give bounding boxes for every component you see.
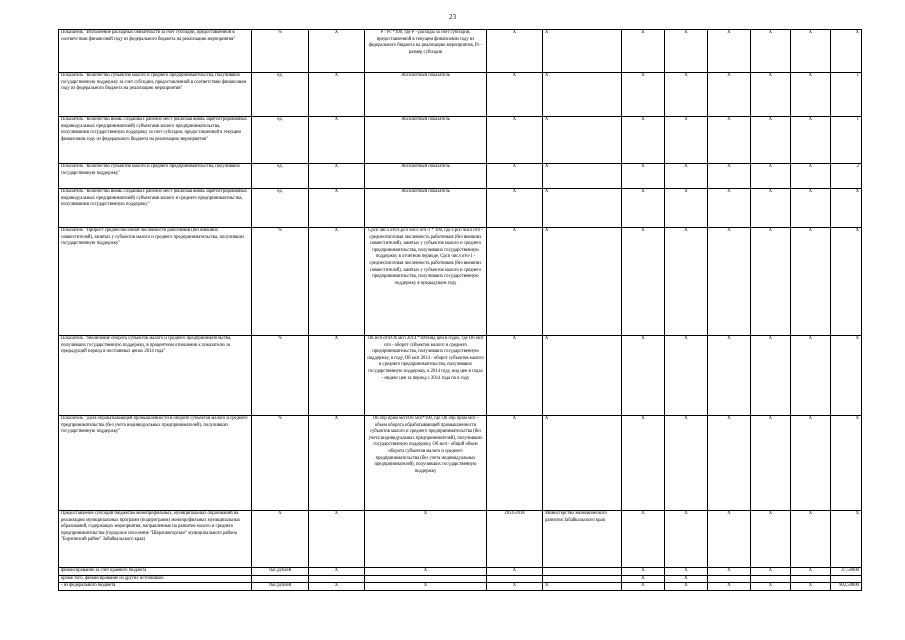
table-cell: X [543,73,622,117]
table-cell: X [487,164,543,189]
table-cell: X [791,228,831,336]
table-cell: X [252,511,309,568]
table-cell: X [622,583,665,591]
table-cell: X [309,30,365,73]
table-cell [708,575,751,583]
table-cell: X [487,336,543,416]
table-cell: X [665,117,708,164]
table-cell: X [791,583,831,591]
table-cell: X [751,164,791,189]
table-cell [365,575,487,583]
table-cell: 1 [831,73,862,117]
table-cell: X [487,228,543,336]
table-cell: X [665,189,708,228]
table-cell: X [487,583,543,591]
table-cell: X [309,189,365,228]
table-row [59,164,862,189]
table-cell: X [791,189,831,228]
table-cell: X [365,511,487,568]
table-cell: X [622,575,665,583]
table-cell: X [708,117,751,164]
table-row [59,189,862,228]
table-cell: X [751,568,791,576]
table-cell: X [309,511,365,568]
table-cell: X [665,30,708,73]
table-cell: X [543,416,622,511]
table-cell: % [252,416,309,511]
table-cell: Абсолютный показатель [365,117,487,164]
table-cell: X [831,416,862,511]
table-row [59,117,862,164]
table-cell: X [831,228,862,336]
table-cell: X [831,336,862,416]
table-cell: Показатель "Исполнение расходных обязательств за счет субсидии, предоставленной в соответствии финансовой году из федерального бюджета на реализацию мероприятия" [59,30,252,73]
table-cell: X [665,575,708,583]
table-cell: X [791,416,831,511]
table-cell: X [543,30,622,73]
table-cell: X [708,73,751,117]
table-cell [252,575,309,583]
table-cell: Показатель "Увеличение оборота субъектов малого и среднего предпринимательства, получивших государственную поддержку, в процентном отношении к показателю за предыдущий период в постоянных ценах 2014 года" [59,336,252,416]
table-cell: X [708,336,751,416]
table-cell: X [487,73,543,117]
table-row [59,416,862,511]
table-cell: 1 [831,117,862,164]
table-cell: ед. [252,189,309,228]
table-cell: тыс.рублей [252,583,309,591]
table-cell: X [708,568,751,576]
table-cell: X [365,583,487,591]
table-cell: X [751,189,791,228]
table-cell: Показатель "Доля обрабатывающей промышленности в обороте субъектов малого и среднего предпринимательства (без учета индивидуальных предпринимателей), получивших государственную поддержку" [59,416,252,511]
table-cell: Показатель "Количество вновь созданных рабочих мест (включая вновь зарегистрированных индивидуальных предпринимателей) субъектами малого и среднего предпринимательства, получившими государственную поддержку" [59,189,252,228]
table-cell: X [365,568,487,576]
table-cell: X [831,511,862,568]
table-cell: Министерство экономического развития Забайкальского края [543,511,622,568]
table-cell: Показатель "Прирост среднесписочной численности работников (без внешних совместителей), занятых у субъектов малого и среднего предпринимательства, получивших государственную поддержку" [59,228,252,336]
table-cell: X [309,583,365,591]
table-cell: X [665,416,708,511]
table-cell: ед. [252,117,309,164]
table-cell: X [309,568,365,576]
table-cell: X [665,73,708,117]
table-cell: X [309,73,365,117]
table-cell: 2 [831,164,862,189]
table-cell [751,575,791,583]
table-cell [309,575,365,583]
table-cell: X [309,117,365,164]
table-cell: X [622,189,665,228]
table-cell: X [791,511,831,568]
table-cell: X [665,228,708,336]
table-cell: X [543,336,622,416]
table-cell [831,575,862,583]
table-body [59,30,862,591]
table-cell: 2014-2018 [487,511,543,568]
table-cell: X [791,73,831,117]
table-cell: X [665,336,708,416]
table-row [59,583,862,591]
table-cell: X [665,511,708,568]
table-cell: Об обр пром мсп/Об мсп*100, где Об обр пром мсп - объем оборота обрабатывающей промышленности субъектов малого и среднего предпринимательства (без учета индивидуальных предпринимателей), получивших государственную поддержку, Об мсп - общий объем оборота субъектов малого и среднего предпринимательства (без учета индивидуальных предпринимателей), получивших государственную поддержку [365,416,487,511]
table-cell: X [751,117,791,164]
program-indicators-table [58,29,862,591]
table-cell [791,575,831,583]
table-row [59,336,862,416]
table-cell: ед. [252,164,309,189]
table-cell: X [622,73,665,117]
table-cell: X [791,30,831,73]
table-cell: % [252,336,309,416]
table-cell: X [791,164,831,189]
table-row [59,228,862,336]
table-cell: финансирование за счет краевого бюджета [59,568,252,576]
table-cell: X [622,164,665,189]
table-cell: X [309,336,365,416]
table-cell: X [543,583,622,591]
table-cell: X [708,416,751,511]
table-cell: X [622,228,665,336]
table-cell: X [309,416,365,511]
table-row [59,568,862,576]
table-cell: X [708,164,751,189]
table-cell: X [751,511,791,568]
table-cell: X [487,189,543,228]
page-number: 23 [449,13,456,21]
table-cell: % [252,30,309,73]
table-cell: X [708,30,751,73]
table-cell: X [751,228,791,336]
table-row [59,73,862,117]
table-cell: X [751,73,791,117]
table-cell: X [791,336,831,416]
table-cell: X [751,416,791,511]
table-row [59,30,862,73]
table-cell: X [487,416,543,511]
table-cell: X [708,583,751,591]
table-cell: X [665,164,708,189]
table-cell: X [309,164,365,189]
table-cell: X [751,336,791,416]
table-cell: X [622,117,665,164]
table-cell: X [622,30,665,73]
table-cell: X [791,568,831,576]
table-cell: Абсолютный показатель [365,73,487,117]
table-cell: X [708,189,751,228]
table-cell: Показатель "Количество субъектов малого и среднего предпринимательства, получивших государственную поддержку за счет субсидии, предоставленной в соответствии финансовом году из федерального бюджета на реализацию мероприятия" [59,73,252,117]
table-cell: Срсп числ отч/Срсп числ отч-1 * 100, где Срсп числ отч - среднесписочная численность работников (без внешних совместителей), занятых у субъектов малого и среднего предпринимательства, получивших государственную поддержку в отчетном периоде, Срсп числ отч-1 - среднесписочная численность работников (без внешних совместителей), занятых у субъектов малого и среднего предпринимательства, получивших государственную поддержку в предыдущем году [365,228,487,336]
table-cell: X [622,511,665,568]
table-cell: X [622,336,665,416]
table-cell: Р / Рс *100, где Р - расходы за счет субсидии, предоставленной в текущем финансовом году из федерального бюджета на реализацию мероприятия, Рс - размер субсидии [365,30,487,73]
table-cell: X [543,189,622,228]
table-cell: 47,50000 [831,568,862,576]
table-cell: X [543,164,622,189]
table-cell: X [622,568,665,576]
table-cell: X [622,416,665,511]
table-cell: X [665,568,708,576]
table-cell: X [543,117,622,164]
table-cell: кроме того, финансирование из других источников: [59,575,252,583]
table-cell: X [487,568,543,576]
table-cell: X [665,583,708,591]
table-cell [487,575,543,583]
table-cell: X [751,583,791,591]
table-cell: X [487,117,543,164]
table-cell: Об мсп отч/Об мсп 2014 *100/инд цен в годах, где Об мсп отч - оборот субъектов малого и среднего предпринимательства, получивших государственную поддержку, в году, Об мсп 2014 - оборот субъектов малого и среднего предпринимательства, получивших государственную поддержку, в 2014 году, инд цен в годах - индекс цен за период с 2014 года по в году [365,336,487,416]
table-cell [543,575,622,583]
table-cell: ед. [252,73,309,117]
table-cell: X [708,511,751,568]
table-cell: X [309,228,365,336]
table-cell: X [751,30,791,73]
table-cell [543,568,622,576]
table-cell: X [831,189,862,228]
table-cell: X [487,30,543,73]
table-cell: Показатель "Количество вновь созданных рабочих мест (включая вновь зарегистрированных индивидуальных предпринимателей) субъектами малого предпринимательства, получившими государственную поддержку за счет субсидии, предоставленной в текущем финансовом году из федерального бюджета на реализацию мероприятия" [59,117,252,164]
table-cell: Предоставление субсидий бюджетам монопрофильных, муниципальных образований на реализацию муниципальных программ (подпрограмм) монопрофильных муниципальных образований, содержащих мероприятия, направленные на развитие малого и среднего предпринимательства (городское поселение "Шерловогорское" муниципального района "Борзинский район" Забайкальского края) [59,511,252,568]
table-cell: % [252,228,309,336]
table-cell: X [791,117,831,164]
table-cell: - из федерального бюджета [59,583,252,591]
table-cell: 902,50000 [831,583,862,591]
table-cell: Абсолютный показатель [365,164,487,189]
table-row [59,575,862,583]
table-cell: тыс.рублей [252,568,309,576]
table-cell: Абсолютный показатель [365,189,487,228]
table-row [59,511,862,568]
table-cell: X [831,30,862,73]
table-cell: X [708,228,751,336]
table-cell: Показатель "Количество субъектов малого и среднего предпринимательства, получивших государственную поддержку" [59,164,252,189]
table-cell: X [543,228,622,336]
